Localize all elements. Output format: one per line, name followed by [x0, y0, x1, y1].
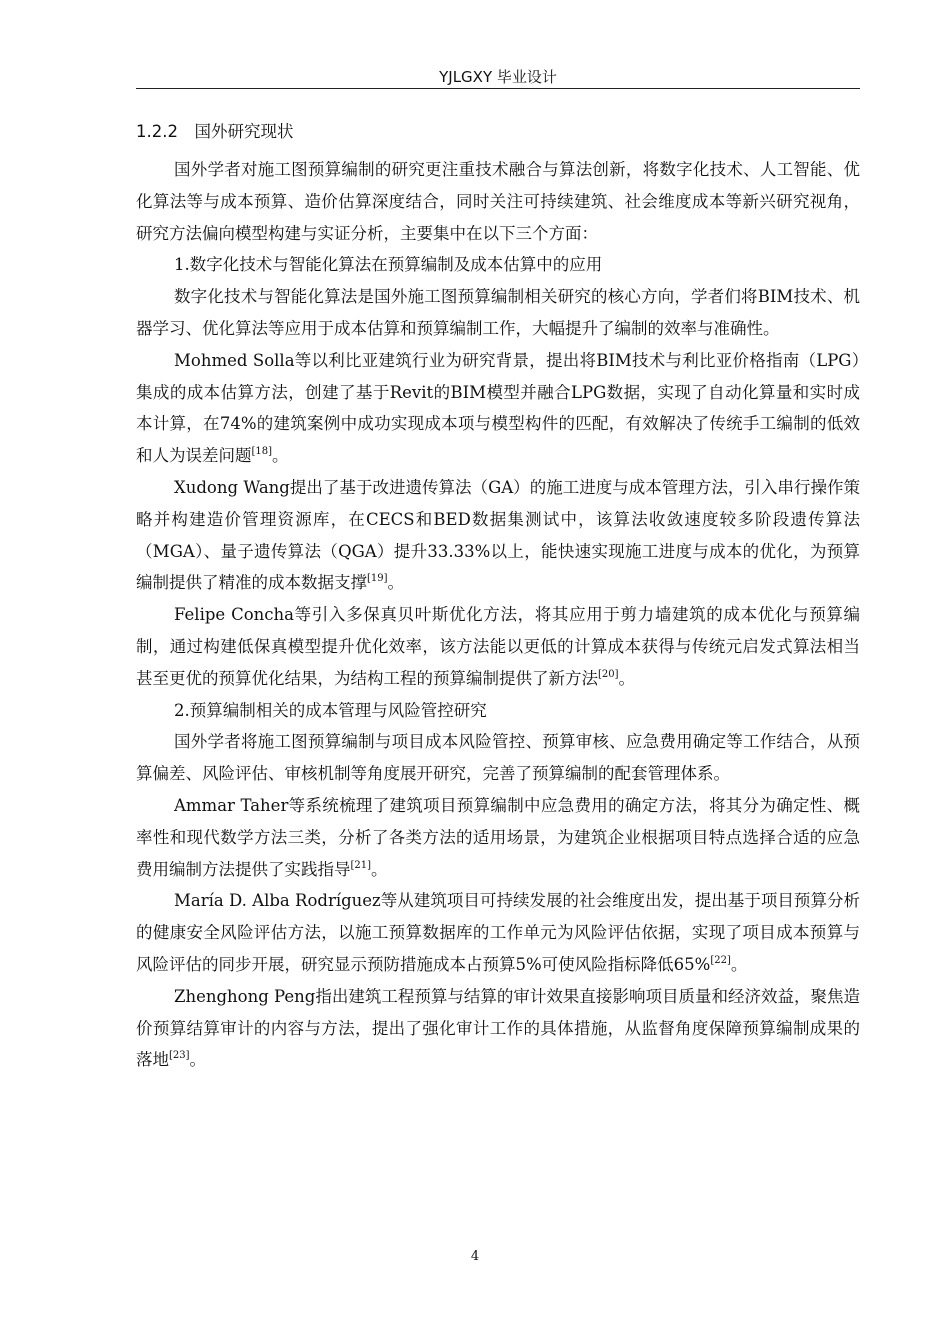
header-text: YJLGXY 毕业设计 [439, 68, 557, 86]
paragraph-intro: 国外学者对施工图预算编制的研究更注重技术融合与算法创新，将数字化技术、人工智能、优化算法等与成本预算、造价估算深度结合，同时关注可持续建筑、社会维度成本等新兴研究视角，研究方法偏向模型构建与实证分析，主要集中在以下三个方面： [136, 160, 860, 243]
subheading-cost-risk: 2.预算编制相关的成本管理与风险管控研究 [174, 700, 487, 720]
citation-ref: [21] [350, 859, 372, 871]
page-body [136, 116, 860, 1076]
page-header [136, 66, 860, 89]
paragraph-rodriguez: María D. Alba Rodríguez等从建筑项目可持续发展的社会维度出发，提出基于项目预算分析的健康安全风险评估方法，以施工预算数据库的工作单元为风险评估依据，实现了项目成本预算与风险评估的同步开展，研究显示预防措施成本占预算5%可使风险指标降低65%[22]。 [136, 891, 860, 974]
section-title: 1.2.2 国外研究现状 [136, 122, 294, 141]
citation-ref: [22] [710, 954, 731, 966]
paragraph-digital-overview: 数字化技术与智能化算法是国外施工图预算编制相关研究的核心方向，学者们将BIM技术、机器学习、优化算法等应用于成本估算和预算编制工作，大幅提升了编制的效率与准确性。 [136, 287, 860, 338]
paragraph-concha: Felipe Concha等引入多保真贝叶斯优化方法，将其应用于剪力墙建筑的成本优化与预算编制，通过构建低保真模型提升优化效率，该方法能以更低的计算成本获得与传统元启发式算法相当甚至更优的预算优化结果，为结构工程的预算编制提供了新方法[20]。 [136, 605, 860, 688]
citation-ref: [20] [598, 668, 619, 680]
paragraph-solla: Mohmed Solla等以利比亚建筑行业为研究背景，提出将BIM技术与利比亚价格指南（LPG）集成的成本估算方法，创建了基于Revit的BIM模型并融合LPG数据，实现了自动化算量和实时成本计算，在74%的建筑案例中成功实现成本项与模型构件的匹配，有效解决了传统手工编制的低效和人为误差问题[18]。 [136, 350, 860, 466]
paragraph-peng: Zhenghong Peng指出建筑工程预算与结算的审计效果直接影响项目质量和经济效益，聚焦造价预算结算审计的内容与方法，提出了强化审计工作的具体措施，从监督角度保障预算编制成果的落地[23]。 [136, 986, 860, 1070]
citation-ref: [23] [169, 1050, 190, 1062]
paragraph-wang: Xudong Wang提出了基于改进遗传算法（GA）的施工进度与成本管理方法，引入串行操作策略并构建造价管理资源库，在CECS和BED数据集测试中，该算法收敛速度较多阶段遗传算法（MGA）、量子遗传算法（QGA）提升33.33%以上，能快速实现施工进度与成本的优化，为预算编制提供了精准的成本数据支撑[19]。 [136, 477, 860, 593]
citation-ref: [18] [251, 446, 273, 458]
paragraph-taher: Ammar Taher等系统梳理了建筑项目预算编制中应急费用的确定方法，将其分为确定性、概率性和现代数学方法三类，分析了各类方法的适用场景，为建筑企业根据项目特点选择合适的应急费用编制方法提供了实践指导[21]。 [136, 795, 860, 879]
citation-ref: [19] [367, 573, 388, 585]
paragraph-cost-risk-overview: 国外学者将施工图预算编制与项目成本风险管控、预算审核、应急费用确定等工作结合，从预算偏差、风险评估、审核机制等角度展开研究，完善了预算编制的配套管理体系。 [136, 732, 860, 784]
page-number: 4 [470, 1249, 480, 1264]
subheading-digital-tech: 1.数字化技术与智能化算法在预算编制及成本估算中的应用 [174, 255, 603, 275]
